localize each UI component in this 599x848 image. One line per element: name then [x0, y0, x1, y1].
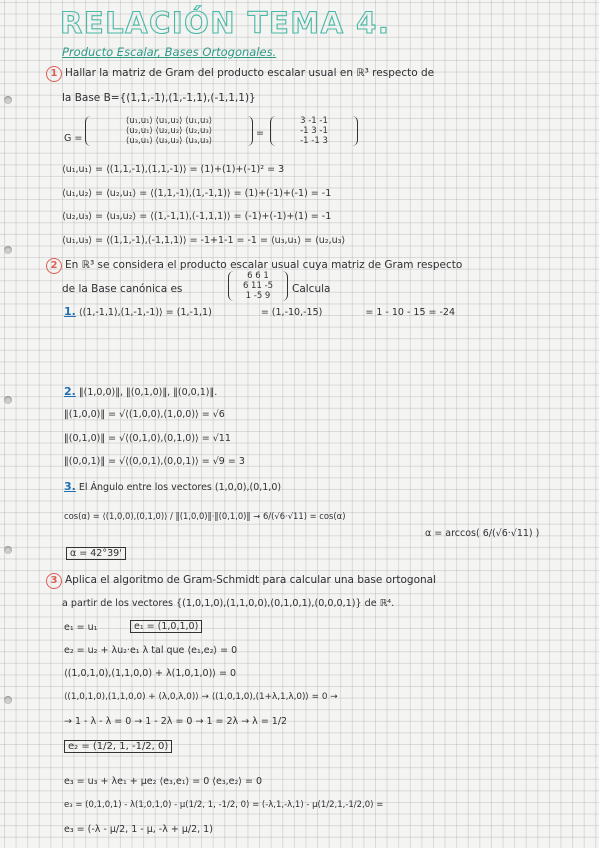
ex2-statement-line2: de la Base canónica es: [62, 283, 183, 295]
punch-hole-3: [4, 396, 12, 404]
page-subtitle: Producto Escalar, Bases Ortogonales.: [62, 45, 277, 59]
ex2-line1-text: En ℝ³ se considera el producto escalar usual cuya matriz de Gram respecto: [65, 259, 463, 271]
ex2-part3-result: α = 42°39': [66, 547, 126, 560]
ex2-gram-row: 1 -5 9: [245, 291, 271, 301]
ex1-gram-rhs-row: 3 -1 -1: [300, 116, 328, 126]
ex3-step-line: ⟨(1,0,1,0),(1,1,0,0) + λ(1,0,1,0)⟩ = 0: [64, 668, 237, 679]
ex1-gram-lhs-row: ⟨u₃,u₁⟩ ⟨u₃,u₂⟩ ⟨u₃,u₃⟩: [125, 136, 213, 146]
ex1-gram-lhs-matrix: [85, 116, 253, 146]
ex3-statement-line1: [46, 573, 436, 589]
punch-hole-1: [4, 96, 12, 104]
ex1-line1-text: Hallar la matriz de Gram del producto escalar usual en ℝ³ respecto de: [65, 67, 435, 79]
ex3-e2-result: e₂ = (1/2, 1, -1/2, 0): [64, 740, 172, 753]
ex2-part2-heading: [64, 385, 217, 398]
ex3-step-line: ⟨(1,0,1,0),(1,1,0,0) + (λ,0,λ,0)⟩ → ⟨(1,0,1,0),(1+λ,1,λ,0)⟩ = 0 →: [64, 692, 338, 702]
ex3-step-line: e₂ = u₂ + λu₂·e₁ λ tal que ⟨e₁,e₂⟩ = 0: [64, 645, 238, 656]
ex2-part3-formula: cos(α) = ⟨(1,0,0),(0,1,0)⟩ / ‖(1,0,0)‖·‖(0,1,0)‖ → 6/(√6·√11) = cos(α): [64, 511, 346, 521]
ex2-part1: [64, 305, 455, 318]
ex3-step-line: e₃ = (-λ - μ/2, 1 - μ, -λ + μ/2, 1): [64, 824, 213, 835]
ex2-calcula-label: Calcula: [292, 283, 331, 295]
ex2-part2-number: 2.: [64, 385, 76, 398]
punch-hole-4: [4, 546, 12, 554]
ex3-statement-line2: a partir de los vectores {(1,0,1,0),(1,1,0,0),(0,1,0,1),(0,0,0,1)} de ℝ⁴.: [62, 598, 395, 609]
ex1-calc-line: ⟨u₁,u₃⟩ = ⟨(1,1,-1),(-1,1,1)⟩ = -1+1-1 = -1 = ⟨u₃,u₁⟩ = ⟨u₂,u₃⟩: [62, 235, 346, 246]
punch-hole-5: [4, 696, 12, 704]
ex1-number-badge: 1: [46, 66, 62, 82]
ex2-part3-number: 3.: [64, 480, 76, 493]
ex3-step-line: e₁ = u₁: [64, 622, 98, 633]
ex2-part3-text: El Ángulo entre los vectores (1,0,0),(0,1,0): [78, 482, 282, 493]
punch-hole-2: [4, 246, 12, 254]
ex2-part3-arccos: α = arccos( 6/(√6·√11) ): [425, 528, 540, 539]
ex2-gram-row: 6 11 -5: [242, 281, 274, 291]
ex2-part3-heading: [64, 480, 281, 493]
ex2-part2-norm: ‖(1,0,0)‖ = √⟨(1,0,0),(1,0,0)⟩ = √6: [64, 409, 225, 420]
ex2-gram-matrix: [228, 271, 288, 301]
ex1-gram-lhs-row: ⟨u₂,u₁⟩ ⟨u₂,u₂⟩ ⟨u₂,u₃⟩: [125, 126, 213, 136]
ex2-part1-mid: = (1,-10,-15): [260, 307, 323, 318]
ex2-part2-norm: ‖(0,1,0)‖ = √⟨(0,1,0),(0,1,0)⟩ = √11: [64, 433, 231, 444]
ex1-statement-line2: la Base B={(1,1,-1),(1,-1,1),(-1,1,1)}: [62, 92, 256, 104]
ex2-part1-number: 1.: [64, 305, 76, 318]
ex3-number-badge: 3: [46, 573, 62, 589]
ex1-gram-rhs-row: -1 3 -1: [300, 126, 328, 136]
ex1-calc-line: ⟨u₂,u₃⟩ = ⟨u₃,u₂⟩ = ⟨(1,-1,1),(-1,1,1)⟩ = (-1)+(-1)+(1) = -1: [62, 211, 332, 222]
ex1-gram-lhs-row: ⟨u₁,u₁⟩ ⟨u₁,u₂⟩ ⟨u₁,u₃⟩: [125, 116, 213, 126]
ex2-part2-norm: ‖(0,0,1)‖ = √⟨(0,0,1),(0,0,1)⟩ = √9 = 3: [64, 456, 245, 467]
ex1-gram-rhs-matrix: [270, 116, 358, 146]
ex2-number-badge: 2: [46, 258, 62, 274]
ex3-line1-text: Aplica el algoritmo de Gram-Schmidt para calcular una base ortogonal: [65, 574, 437, 586]
ex3-step-line: e₃ = u₃ + λe₁ + μe₂ ⟨e₃,e₁⟩ = 0 ⟨e₃,e₂⟩ = 0: [64, 776, 263, 787]
ex1-gram-label: G =: [64, 133, 83, 144]
page-title: RELACIÓN TEMA 4.: [60, 6, 391, 40]
ex2-gram-row: 6 6 1: [247, 271, 269, 281]
ex3-step-line: e₃ = (0,1,0,1) - λ(1,0,1,0) - μ(1/2, 1, -1/2, 0) = (-λ,1,-λ,1) - μ(1/2,1,-1/2,0) =: [64, 800, 384, 810]
ex1-calc-line: ⟨u₁,u₂⟩ = ⟨u₂,u₁⟩ = ⟨(1,1,-1),(1,-1,1)⟩ = (1)+(-1)+(-1) = -1: [62, 188, 332, 199]
ex1-statement-line1: [46, 66, 434, 82]
ex3-e1-result: e₁ = (1,0,1,0): [130, 620, 202, 633]
ex2-part1-text: ⟨(1,-1,1),(1,-1,-1)⟩ = (1,-1,1): [78, 307, 212, 318]
ex2-part1-result: = 1 - 10 - 15 = -24: [365, 307, 456, 318]
ex1-gram-rhs-row: -1 -1 3: [300, 136, 328, 146]
ex2-part2-text: ‖(1,0,0)‖, ‖(0,1,0)‖, ‖(0,0,1)‖.: [78, 387, 218, 398]
ex1-calc-line: ⟨u₁,u₁⟩ = ⟨(1,1,-1),(1,1,-1)⟩ = (1)+(1)+(-1)² = 3: [62, 164, 285, 175]
ex3-step-line: → 1 - λ - λ = 0 → 1 - 2λ = 0 → 1 = 2λ → λ = 1/2: [64, 716, 288, 727]
ex1-equals-sign: =: [256, 128, 264, 139]
